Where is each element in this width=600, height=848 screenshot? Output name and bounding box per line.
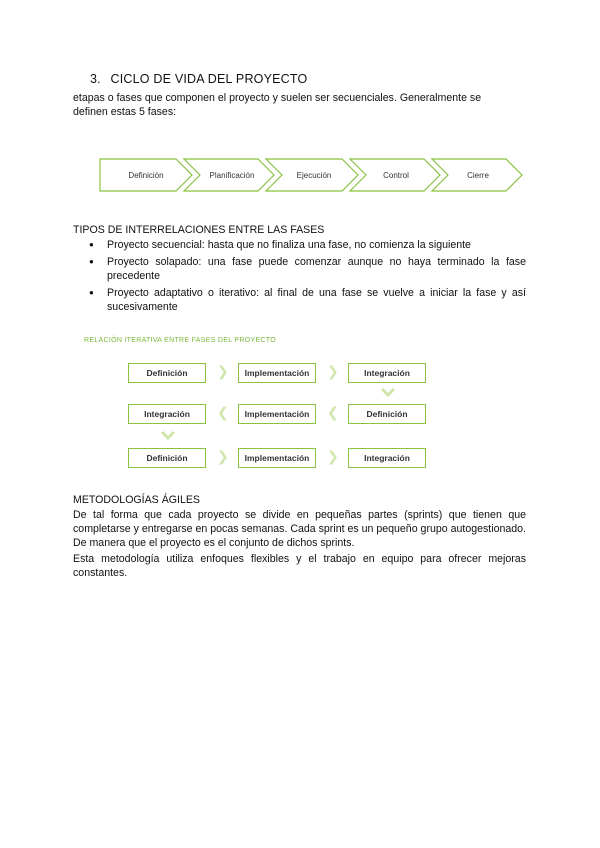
agile-paragraph-2: Esta metodología utiliza enfoques flexibles y el trabajo en equipo para ofrecer mejoras constantes. <box>73 553 526 579</box>
right-arrow-icon: ❯ <box>217 363 229 379</box>
phase-chevron-diagram <box>98 157 526 195</box>
right-arrow-icon: ❯ <box>327 363 339 379</box>
list-item: ● Proyecto secuencial: hasta que no finaliza una fase, no comienza la siguiente <box>73 238 526 252</box>
iterative-box: Definición <box>128 363 206 383</box>
list-item: ● Proyecto adaptativo o iterativo: al final de una fase se vuelve a iniciar la fase y así sucesivamente <box>73 286 526 314</box>
iterative-box: Definición <box>128 448 206 468</box>
phase-label-5: Cierre <box>467 171 489 180</box>
down-arrow-icon <box>380 387 396 397</box>
section-intro: etapas o fases que componen el proyecto y suelen ser secuenciales. Generalmente se definen estas 5 fases: <box>73 92 482 118</box>
right-arrow-icon: ❯ <box>327 448 339 464</box>
list-item: ● Proyecto solapado: una fase puede comenzar aunque no haya terminado la fase precedente <box>73 255 526 283</box>
right-arrow-icon: ❯ <box>217 448 229 464</box>
iterative-box: Definición <box>348 404 426 424</box>
section-heading <box>90 72 307 86</box>
iterative-box: Integración <box>348 363 426 383</box>
section-number: 3. <box>90 72 101 86</box>
iterative-box: Implementación <box>238 448 316 468</box>
iterative-box: Integración <box>128 404 206 424</box>
down-arrow-icon <box>160 430 176 440</box>
interrelations-title: TIPOS DE INTERRELACIONES ENTRE LAS FASES <box>73 224 325 236</box>
left-arrow-icon: ❮ <box>327 404 339 420</box>
phase-label-4: Control <box>383 171 409 180</box>
agile-paragraph-1: De tal forma que cada proyecto se divide en pequeñas partes (sprints) que tienen que completarse y entregarse en pocas semanas. Cada sprint es un pequeño grupo autogestionado. De manera que el proyecto es el conjunto de dichos sprints. <box>73 509 526 549</box>
phase-label-2: Planificación <box>209 171 255 180</box>
agile-title: METODOLOGÍAS ÁGILES <box>73 494 200 506</box>
iterative-box: Implementación <box>238 404 316 424</box>
section-title: CICLO DE VIDA DEL PROYECTO <box>110 72 308 86</box>
interrelations-list <box>73 238 526 317</box>
iterative-diagram-title: RELACIÓN ITERATIVA ENTRE FASES DEL PROYECTO <box>84 337 276 344</box>
left-arrow-icon: ❮ <box>217 404 229 420</box>
iterative-box: Integración <box>348 448 426 468</box>
iterative-box: Implementación <box>238 363 316 383</box>
phase-label-3: Ejecución <box>296 171 332 180</box>
phase-label-1: Definición <box>128 171 164 180</box>
